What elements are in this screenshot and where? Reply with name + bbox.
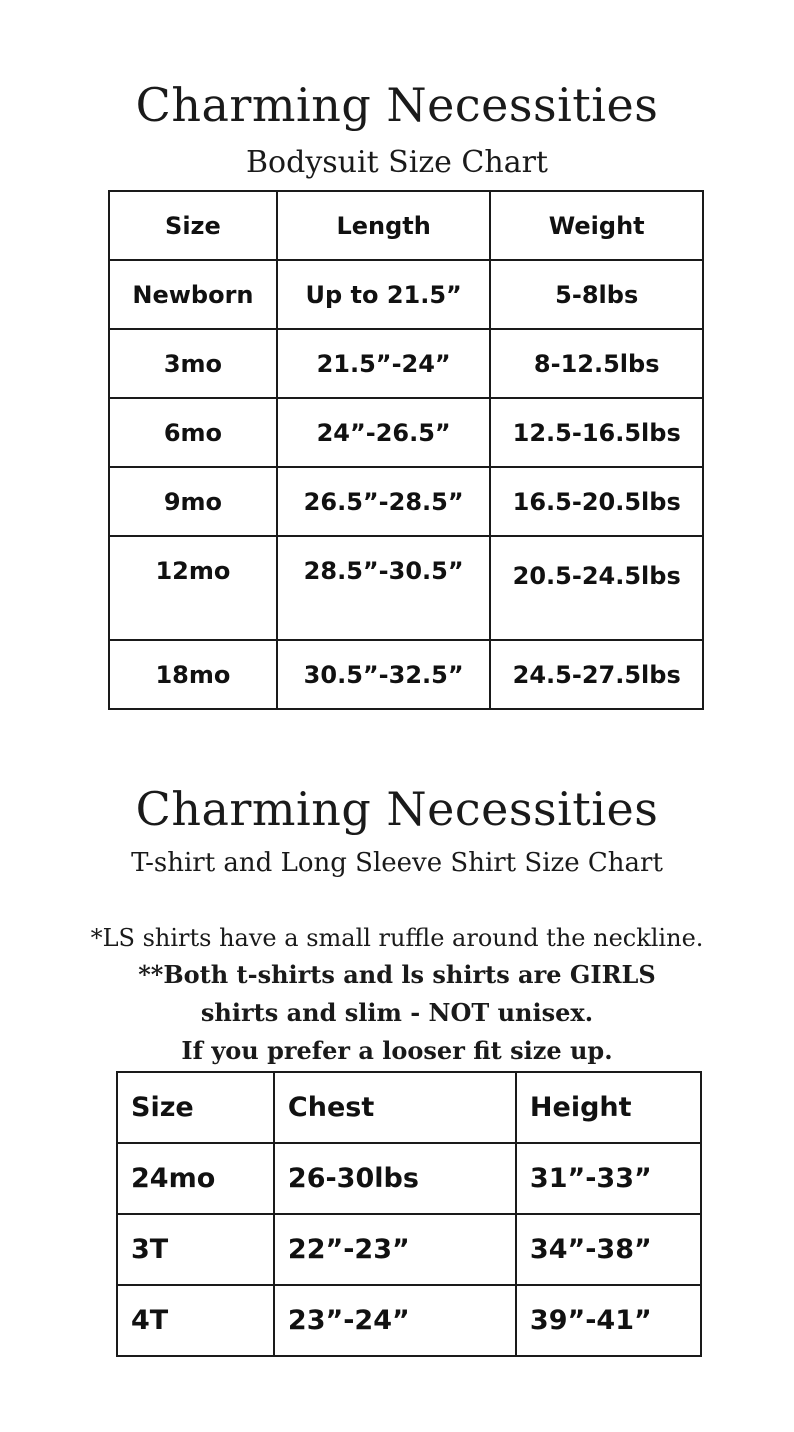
cell-length: 30.5”-32.5” [277,640,491,709]
header-chest: Chest [274,1072,516,1143]
shirt-size-table [116,1071,702,1357]
header-size: Size [109,191,277,260]
ruffle-note: *LS shirts have a small ruffle around the neckline. [90,924,704,952]
table-row [109,536,703,640]
cell-length: Up to 21.5” [277,260,491,329]
table-header-row [117,1072,701,1143]
cell-chest: 23”-24” [274,1285,516,1356]
cell-height: 39”-41” [516,1285,701,1356]
table-row [109,398,703,467]
table-row [109,640,703,709]
cell-size: 12mo [109,536,277,640]
cell-weight-text: 20.5-24.5lbs [512,562,681,590]
cell-size: 18mo [109,640,277,709]
table-header-row [109,191,703,260]
bodysuit-brand-title: Charming Necessities [135,78,659,132]
table-row [109,467,703,536]
cell-weight: 5-8lbs [490,260,703,329]
cell-weight [490,536,703,640]
cell-length: 26.5”-28.5” [277,467,491,536]
bodysuit-chart-title: Bodysuit Size Chart [246,145,548,180]
cell-length: 28.5”-30.5” [277,536,491,640]
cell-length: 21.5”-24” [277,329,491,398]
cell-size: Newborn [109,260,277,329]
table-row [109,329,703,398]
cell-weight: 12.5-16.5lbs [490,398,703,467]
cell-chest: 22”-23” [274,1214,516,1285]
cell-size: 3mo [109,329,277,398]
fit-note-line-3: If you prefer a looser fit size up. [181,1036,613,1065]
table-row [117,1285,701,1356]
cell-length: 24”-26.5” [277,398,491,467]
cell-height: 34”-38” [516,1214,701,1285]
cell-size: 24mo [117,1143,274,1214]
header-height: Height [516,1072,701,1143]
table-row [117,1214,701,1285]
cell-size: 9mo [109,467,277,536]
cell-weight: 16.5-20.5lbs [490,467,703,536]
cell-size: 4T [117,1285,274,1356]
shirt-chart-title: T-shirt and Long Sleeve Shirt Size Chart [131,848,663,878]
cell-weight: 8-12.5lbs [490,329,703,398]
header-length: Length [277,191,491,260]
fit-note-line-1: **Both t-shirts and ls shirts are GIRLS [138,960,656,989]
bodysuit-size-table [108,190,704,710]
cell-weight: 24.5-27.5lbs [490,640,703,709]
fit-note-line-2: shirts and slim - NOT unisex. [200,998,594,1027]
shirt-brand-title: Charming Necessities [135,782,659,836]
cell-size: 6mo [109,398,277,467]
table-row [109,260,703,329]
header-size: Size [117,1072,274,1143]
cell-chest: 26-30lbs [274,1143,516,1214]
header-weight: Weight [490,191,703,260]
table-row [117,1143,701,1214]
cell-size: 3T [117,1214,274,1285]
cell-height: 31”-33” [516,1143,701,1214]
